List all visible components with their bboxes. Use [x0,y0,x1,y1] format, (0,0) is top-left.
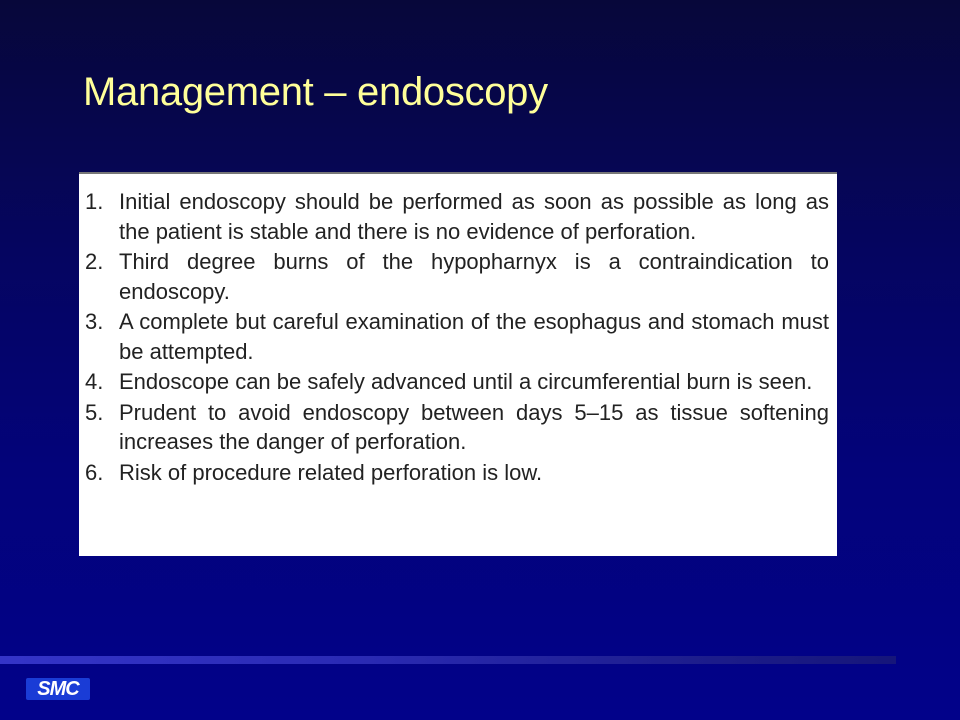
list-item-number: 3. [85,309,104,334]
list-item-text: Initial endoscopy should be performed as soon as possible as long as the patient is stable and there is no evidence of perforation. [119,189,829,244]
list-item-number: 1. [85,189,104,214]
content-box [79,172,837,556]
list-item [85,367,829,397]
list-item [85,307,829,366]
list-item-text: Third degree burns of the hypopharnyx is a contraindication to endoscopy. [119,249,829,304]
list-item-number: 2. [85,249,104,274]
list-item [85,247,829,306]
list-item-text: Prudent to avoid endoscopy between days 5–15 as tissue softening increases the danger of perforation. [119,399,829,454]
management-list [85,187,829,487]
footer-divider-bar [0,656,896,664]
list-item-text: A complete but careful examination of the esophagus and stomach must be attempted. [119,309,829,364]
list-item-text: Risk of procedure related perforation is low. [119,459,543,485]
smc-logo [26,678,90,700]
logo-text: SMC [37,678,79,700]
list-item-text: Endoscope can be safely advanced until a circumferential burn is seen. [119,369,813,394]
slide-title: Management – endoscopy [83,70,548,114]
list-item [85,398,829,457]
list-item-number: 6. [85,459,104,485]
list-item-number: 5. [85,399,104,425]
list-item [85,458,829,488]
list-item [85,187,829,246]
list-item-number: 4. [85,369,104,394]
